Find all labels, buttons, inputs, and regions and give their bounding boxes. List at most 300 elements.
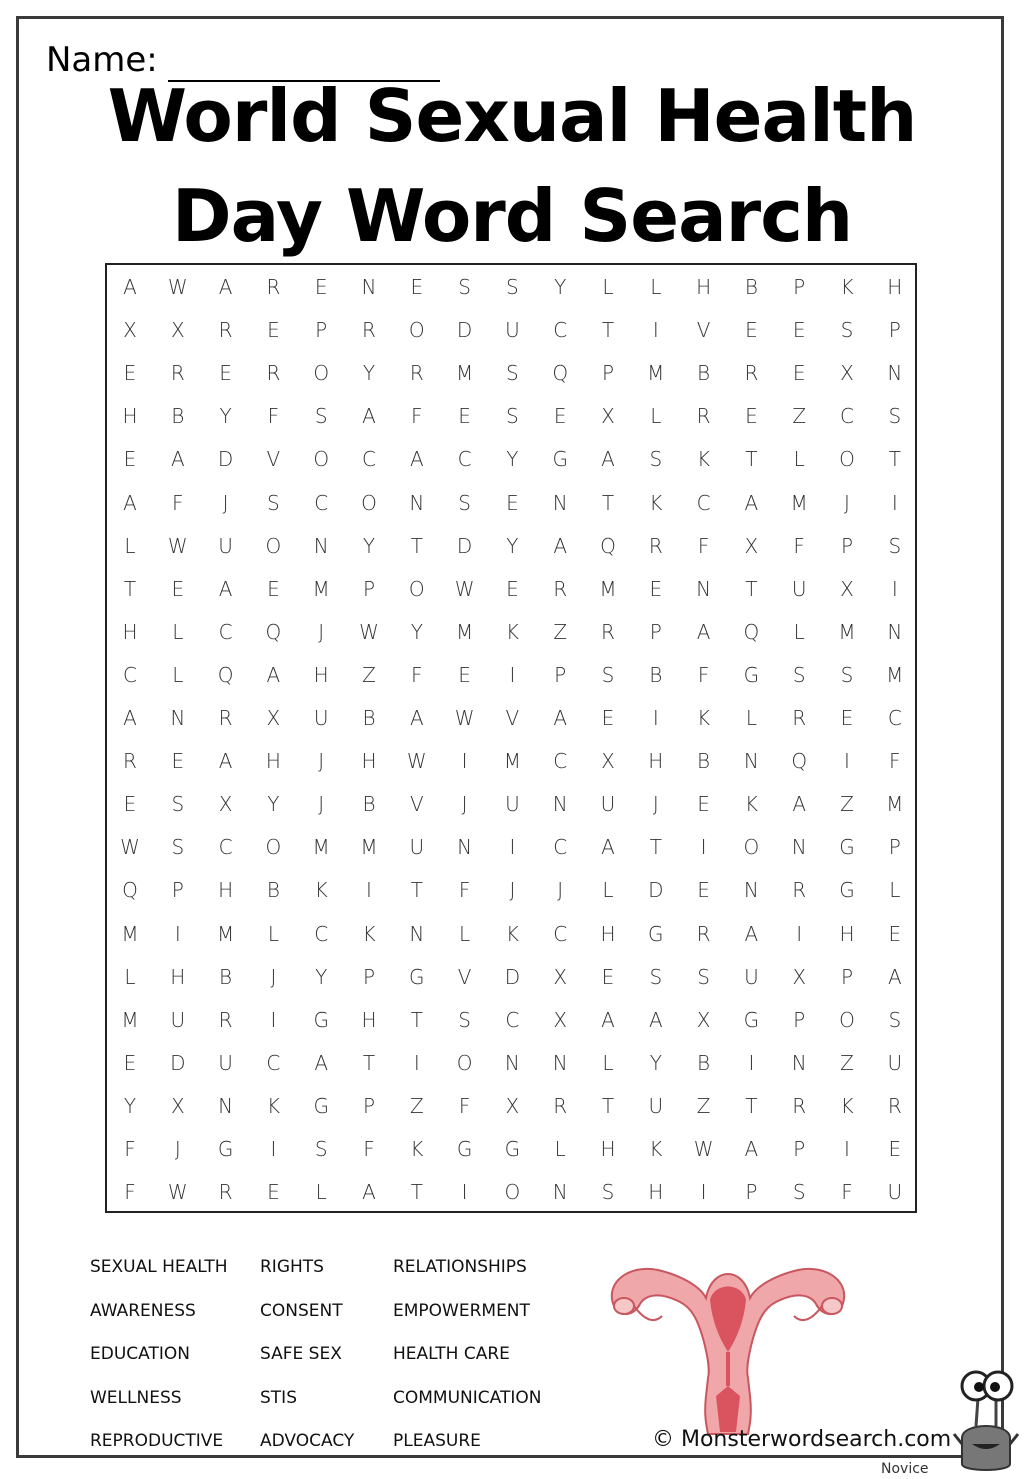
grid-letter[interactable]: A: [314, 1050, 329, 1075]
grid-letter[interactable]: A: [553, 533, 568, 558]
grid-letter[interactable]: F: [172, 490, 184, 515]
grid-letter[interactable]: J: [652, 792, 659, 817]
grid-letter[interactable]: B: [219, 964, 233, 989]
grid-letter[interactable]: L: [315, 1180, 327, 1205]
grid-letter[interactable]: K: [697, 706, 711, 730]
grid-letter[interactable]: R: [792, 878, 807, 903]
grid-letter[interactable]: A: [887, 964, 902, 989]
grid-letter[interactable]: E: [410, 275, 424, 299]
grid-letter[interactable]: L: [554, 1137, 566, 1161]
grid-letter[interactable]: L: [793, 447, 805, 472]
grid-letter[interactable]: A: [266, 662, 281, 687]
grid-letter[interactable]: P: [601, 361, 615, 386]
grid-letter[interactable]: U: [505, 318, 520, 343]
grid-letter[interactable]: I: [509, 835, 516, 860]
grid-letter[interactable]: N: [218, 1093, 234, 1118]
grid-letter[interactable]: U: [600, 792, 616, 817]
grid-letter[interactable]: A: [553, 706, 568, 730]
grid-letter[interactable]: P: [554, 662, 567, 687]
grid-letter[interactable]: D: [217, 447, 234, 472]
grid-letter[interactable]: L: [602, 275, 614, 299]
grid-letter[interactable]: D: [456, 318, 473, 343]
grid-letter[interactable]: L: [745, 706, 757, 730]
grid-letter[interactable]: E: [219, 361, 232, 386]
grid-letter[interactable]: T: [745, 1093, 758, 1118]
grid-letter[interactable]: S: [506, 275, 519, 299]
grid-letter[interactable]: C: [553, 835, 568, 860]
grid-letter[interactable]: C: [696, 490, 711, 515]
grid-letter[interactable]: X: [170, 1093, 185, 1118]
grid-letter[interactable]: S: [314, 1137, 328, 1161]
grid-letter[interactable]: F: [411, 404, 423, 429]
grid-letter[interactable]: A: [601, 447, 615, 472]
grid-letter[interactable]: J: [318, 749, 325, 774]
grid-letter[interactable]: T: [745, 576, 758, 601]
grid-letter[interactable]: I: [891, 490, 898, 515]
grid-letter[interactable]: I: [652, 318, 659, 343]
grid-letter[interactable]: B: [697, 1050, 711, 1075]
grid-letter[interactable]: R: [362, 318, 376, 343]
grid-letter[interactable]: U: [648, 1093, 664, 1118]
grid-letter[interactable]: U: [744, 964, 759, 989]
grid-letter[interactable]: Z: [840, 792, 854, 817]
grid-letter[interactable]: M: [121, 1007, 139, 1032]
grid-letter[interactable]: W: [359, 619, 379, 644]
grid-letter[interactable]: S: [267, 490, 280, 515]
grid-letter[interactable]: K: [266, 1093, 280, 1118]
grid-letter[interactable]: I: [748, 1050, 755, 1075]
grid-letter[interactable]: C: [123, 662, 137, 687]
grid-letter[interactable]: M: [647, 361, 665, 386]
grid-letter[interactable]: S: [171, 835, 185, 860]
grid-letter[interactable]: S: [458, 490, 471, 515]
grid-letter[interactable]: X: [744, 533, 759, 558]
grid-letter[interactable]: M: [455, 361, 474, 386]
grid-letter[interactable]: T: [888, 447, 901, 472]
grid-letter[interactable]: I: [461, 1180, 468, 1205]
grid-letter[interactable]: X: [553, 1007, 568, 1032]
grid-letter[interactable]: T: [410, 1007, 423, 1032]
grid-letter[interactable]: H: [361, 749, 377, 774]
grid-letter[interactable]: S: [171, 792, 185, 817]
grid-letter[interactable]: F: [889, 749, 901, 774]
grid-letter[interactable]: X: [266, 706, 281, 730]
grid-letter[interactable]: N: [743, 749, 759, 774]
grid-letter[interactable]: A: [409, 447, 424, 472]
grid-letter[interactable]: E: [649, 576, 663, 601]
grid-letter[interactable]: H: [265, 749, 281, 774]
grid-letter[interactable]: M: [360, 835, 378, 860]
grid-letter[interactable]: E: [745, 318, 758, 343]
grid-letter[interactable]: N: [696, 576, 712, 601]
grid-letter[interactable]: S: [458, 275, 471, 299]
grid-letter[interactable]: S: [840, 662, 854, 687]
grid-letter[interactable]: U: [218, 1050, 233, 1075]
grid-letter[interactable]: A: [218, 576, 233, 601]
grid-letter[interactable]: P: [840, 533, 854, 558]
grid-letter[interactable]: M: [312, 835, 330, 860]
grid-letter[interactable]: L: [889, 878, 901, 903]
grid-letter[interactable]: F: [267, 404, 280, 429]
grid-letter[interactable]: G: [217, 1137, 234, 1161]
grid-letter[interactable]: N: [504, 1050, 520, 1075]
grid-letter[interactable]: C: [553, 749, 568, 774]
grid-letter[interactable]: D: [456, 533, 473, 558]
grid-letter[interactable]: A: [123, 706, 137, 730]
grid-letter[interactable]: R: [218, 706, 233, 730]
grid-letter[interactable]: U: [218, 533, 233, 558]
grid-letter[interactable]: V: [505, 706, 520, 730]
grid-letter[interactable]: Q: [265, 619, 282, 644]
grid-letter[interactable]: J: [318, 619, 325, 644]
grid-letter[interactable]: R: [601, 619, 615, 644]
grid-letter[interactable]: K: [840, 275, 854, 299]
grid-letter[interactable]: P: [840, 964, 854, 989]
grid-letter[interactable]: R: [218, 1007, 233, 1032]
grid-letter[interactable]: A: [409, 706, 424, 730]
grid-letter[interactable]: N: [313, 533, 329, 558]
grid-letter[interactable]: N: [457, 835, 473, 860]
grid-letter[interactable]: Y: [410, 619, 423, 644]
grid-letter[interactable]: H: [361, 1007, 377, 1032]
grid-letter[interactable]: R: [218, 318, 233, 343]
grid-letter[interactable]: E: [123, 1050, 137, 1075]
grid-letter[interactable]: Q: [743, 619, 760, 644]
grid-letter[interactable]: A: [744, 921, 759, 946]
grid-letter[interactable]: S: [314, 404, 328, 429]
grid-letter[interactable]: A: [123, 490, 137, 515]
grid-letter[interactable]: L: [650, 275, 662, 299]
grid-letter[interactable]: M: [599, 576, 617, 601]
grid-letter[interactable]: X: [553, 964, 568, 989]
grid-letter[interactable]: G: [313, 1007, 329, 1032]
grid-letter[interactable]: K: [840, 1093, 854, 1118]
grid-letter[interactable]: E: [888, 921, 902, 946]
grid-letter[interactable]: B: [744, 275, 758, 299]
grid-letter[interactable]: I: [270, 1007, 277, 1032]
grid-letter[interactable]: I: [509, 662, 516, 687]
grid-letter[interactable]: N: [409, 490, 425, 515]
grid-letter[interactable]: A: [218, 749, 233, 774]
grid-letter[interactable]: T: [410, 533, 423, 558]
grid-letter[interactable]: F: [697, 662, 710, 687]
grid-letter[interactable]: E: [123, 792, 137, 817]
grid-letter[interactable]: Y: [506, 447, 519, 472]
grid-letter[interactable]: F: [697, 533, 710, 558]
grid-letter[interactable]: V: [457, 964, 472, 989]
grid-letter[interactable]: I: [366, 878, 372, 903]
grid-letter[interactable]: Y: [506, 533, 519, 558]
grid-letter[interactable]: N: [887, 619, 903, 644]
grid-letter[interactable]: I: [413, 1050, 420, 1075]
grid-letter[interactable]: J: [318, 792, 325, 817]
grid-letter[interactable]: N: [552, 1050, 568, 1075]
grid-letter[interactable]: S: [601, 1180, 615, 1205]
grid-letter[interactable]: N: [552, 1180, 568, 1205]
grid-letter[interactable]: G: [409, 964, 425, 989]
grid-letter[interactable]: E: [458, 404, 471, 429]
grid-letter[interactable]: C: [266, 1050, 281, 1075]
grid-letter[interactable]: N: [552, 792, 568, 817]
grid-letter[interactable]: F: [124, 1137, 136, 1161]
grid-letter[interactable]: E: [314, 275, 328, 299]
grid-letter[interactable]: H: [600, 1137, 616, 1161]
grid-letter[interactable]: P: [793, 1137, 806, 1161]
grid-letter[interactable]: I: [844, 1137, 850, 1161]
grid-letter[interactable]: K: [649, 490, 663, 515]
grid-letter[interactable]: D: [170, 1050, 186, 1075]
grid-letter[interactable]: U: [887, 1050, 903, 1075]
grid-letter[interactable]: H: [218, 878, 234, 903]
grid-letter[interactable]: H: [648, 749, 664, 774]
grid-letter[interactable]: T: [601, 490, 615, 515]
grid-letter[interactable]: M: [216, 921, 235, 946]
grid-letter[interactable]: N: [552, 490, 568, 515]
grid-letter[interactable]: E: [840, 706, 854, 730]
grid-letter[interactable]: Q: [791, 749, 808, 774]
grid-letter[interactable]: B: [697, 749, 711, 774]
grid-letter[interactable]: X: [696, 1007, 711, 1032]
grid-letter[interactable]: D: [504, 964, 521, 989]
grid-letter[interactable]: E: [506, 576, 519, 601]
grid-letter[interactable]: U: [887, 1180, 903, 1205]
grid-letter[interactable]: E: [171, 576, 185, 601]
grid-letter[interactable]: B: [266, 878, 280, 903]
grid-letter[interactable]: O: [839, 447, 855, 472]
grid-letter[interactable]: E: [171, 749, 185, 774]
grid-letter[interactable]: C: [840, 404, 854, 429]
grid-letter[interactable]: Y: [649, 1050, 662, 1075]
grid-letter[interactable]: F: [124, 1180, 136, 1205]
grid-letter[interactable]: R: [266, 275, 281, 299]
grid-letter[interactable]: B: [171, 404, 185, 429]
grid-letter[interactable]: P: [888, 835, 901, 860]
grid-letter[interactable]: C: [553, 318, 568, 343]
grid-letter[interactable]: J: [557, 878, 564, 903]
grid-letter[interactable]: V: [696, 318, 711, 343]
grid-letter[interactable]: O: [839, 1007, 855, 1032]
grid-letter[interactable]: P: [793, 1007, 806, 1032]
grid-letter[interactable]: E: [792, 318, 806, 343]
grid-letter[interactable]: J: [222, 490, 229, 515]
grid-letter[interactable]: J: [174, 1137, 181, 1161]
grid-letter[interactable]: B: [362, 792, 376, 817]
grid-letter[interactable]: X: [123, 318, 137, 343]
grid-letter[interactable]: M: [455, 619, 474, 644]
grid-letter[interactable]: X: [505, 1093, 520, 1118]
grid-letter[interactable]: U: [791, 576, 807, 601]
grid-letter[interactable]: O: [504, 1180, 521, 1205]
grid-letter[interactable]: O: [265, 835, 282, 860]
grid-letter[interactable]: N: [887, 361, 903, 386]
grid-letter[interactable]: Q: [552, 361, 569, 386]
grid-letter[interactable]: S: [888, 533, 902, 558]
grid-letter[interactable]: M: [312, 576, 330, 601]
grid-letter[interactable]: T: [123, 576, 137, 601]
grid-letter[interactable]: S: [888, 404, 902, 429]
grid-letter[interactable]: X: [218, 792, 233, 817]
grid-letter[interactable]: G: [839, 878, 855, 903]
grid-letter[interactable]: P: [649, 619, 662, 644]
grid-letter[interactable]: A: [170, 447, 185, 472]
grid-letter[interactable]: F: [793, 533, 805, 558]
grid-letter[interactable]: B: [649, 662, 663, 687]
grid-letter[interactable]: I: [174, 921, 181, 946]
grid-letter[interactable]: I: [700, 835, 707, 860]
grid-letter[interactable]: A: [744, 1137, 759, 1161]
grid-letter[interactable]: K: [505, 619, 519, 644]
grid-letter[interactable]: D: [648, 878, 664, 903]
grid-letter[interactable]: E: [267, 1180, 280, 1205]
grid-letter[interactable]: W: [167, 533, 188, 558]
grid-letter[interactable]: E: [123, 361, 137, 386]
grid-letter[interactable]: N: [361, 275, 377, 299]
grid-letter[interactable]: T: [601, 318, 615, 343]
grid-letter[interactable]: S: [458, 1007, 471, 1032]
grid-letter[interactable]: R: [553, 1093, 568, 1118]
grid-letter[interactable]: X: [601, 749, 615, 774]
grid-letter[interactable]: K: [697, 447, 711, 472]
grid-letter[interactable]: Z: [696, 1093, 711, 1118]
grid-letter[interactable]: P: [362, 964, 376, 989]
grid-letter[interactable]: K: [410, 1137, 424, 1161]
grid-letter[interactable]: P: [362, 576, 376, 601]
grid-letter[interactable]: O: [456, 1050, 473, 1075]
grid-letter[interactable]: I: [270, 1137, 277, 1161]
grid-letter[interactable]: C: [553, 921, 568, 946]
grid-letter[interactable]: O: [361, 490, 377, 515]
grid-letter[interactable]: N: [170, 706, 186, 730]
grid-letter[interactable]: W: [454, 576, 475, 601]
grid-letter[interactable]: R: [887, 1093, 902, 1118]
grid-letter[interactable]: O: [408, 318, 425, 343]
grid-letter[interactable]: F: [458, 878, 471, 903]
grid-letter[interactable]: W: [167, 275, 188, 299]
grid-letter[interactable]: R: [553, 576, 568, 601]
grid-letter[interactable]: S: [601, 662, 615, 687]
grid-letter[interactable]: I: [700, 1180, 707, 1205]
grid-letter[interactable]: M: [121, 921, 139, 946]
grid-letter[interactable]: S: [506, 361, 519, 386]
grid-letter[interactable]: Z: [840, 1050, 854, 1075]
grid-letter[interactable]: Z: [362, 662, 376, 687]
grid-letter[interactable]: C: [314, 490, 329, 515]
grid-letter[interactable]: E: [697, 878, 710, 903]
grid-letter[interactable]: I: [891, 576, 898, 601]
grid-letter[interactable]: A: [744, 490, 759, 515]
grid-letter[interactable]: J: [509, 878, 516, 903]
grid-letter[interactable]: X: [840, 576, 854, 601]
grid-letter[interactable]: T: [362, 1050, 376, 1075]
grid-letter[interactable]: X: [792, 964, 807, 989]
grid-letter[interactable]: C: [314, 921, 329, 946]
grid-letter[interactable]: A: [792, 792, 807, 817]
grid-letter[interactable]: Y: [267, 792, 280, 817]
grid-letter[interactable]: E: [506, 490, 519, 515]
grid-letter[interactable]: P: [745, 1180, 758, 1205]
grid-letter[interactable]: L: [602, 878, 614, 903]
grid-letter[interactable]: S: [649, 447, 663, 472]
grid-letter[interactable]: X: [840, 361, 854, 386]
grid-letter[interactable]: T: [649, 835, 662, 860]
grid-letter[interactable]: N: [791, 835, 807, 860]
grid-letter[interactable]: B: [362, 706, 376, 730]
grid-letter[interactable]: K: [314, 878, 328, 903]
grid-letter[interactable]: J: [461, 792, 468, 817]
grid-letter[interactable]: Y: [315, 964, 328, 989]
grid-letter[interactable]: C: [362, 447, 376, 472]
grid-letter[interactable]: S: [792, 662, 806, 687]
grid-letter[interactable]: H: [313, 662, 329, 687]
grid-letter[interactable]: M: [838, 619, 856, 644]
grid-letter[interactable]: E: [458, 662, 471, 687]
grid-letter[interactable]: G: [839, 835, 855, 860]
grid-letter[interactable]: L: [459, 921, 471, 946]
grid-letter[interactable]: C: [505, 1007, 520, 1032]
grid-letter[interactable]: Y: [362, 533, 376, 558]
grid-letter[interactable]: Y: [123, 1093, 137, 1118]
grid-letter[interactable]: I: [461, 749, 468, 774]
grid-letter[interactable]: U: [170, 1007, 186, 1032]
grid-letter[interactable]: R: [792, 1093, 807, 1118]
grid-letter[interactable]: F: [458, 1093, 471, 1118]
grid-letter[interactable]: F: [411, 662, 423, 687]
grid-letter[interactable]: R: [170, 361, 185, 386]
grid-letter[interactable]: H: [648, 1180, 664, 1205]
grid-letter[interactable]: E: [792, 361, 806, 386]
grid-letter[interactable]: S: [697, 964, 710, 989]
grid-letter[interactable]: W: [120, 835, 140, 860]
grid-letter[interactable]: K: [505, 921, 519, 946]
grid-letter[interactable]: O: [265, 533, 282, 558]
grid-letter[interactable]: W: [693, 1137, 714, 1161]
grid-letter[interactable]: A: [601, 1007, 615, 1032]
grid-letter[interactable]: P: [793, 275, 806, 299]
grid-letter[interactable]: G: [552, 447, 568, 472]
grid-letter[interactable]: P: [315, 318, 328, 343]
grid-letter[interactable]: S: [649, 964, 663, 989]
grid-letter[interactable]: O: [743, 835, 760, 860]
grid-letter[interactable]: T: [410, 878, 423, 903]
grid-letter[interactable]: A: [648, 1007, 663, 1032]
grid-letter[interactable]: K: [744, 792, 758, 817]
grid-letter[interactable]: R: [409, 361, 424, 386]
grid-letter[interactable]: I: [652, 706, 659, 730]
grid-letter[interactable]: A: [601, 835, 615, 860]
grid-letter[interactable]: W: [167, 1180, 188, 1205]
grid-letter[interactable]: Y: [362, 361, 376, 386]
grid-letter[interactable]: I: [844, 749, 850, 774]
grid-letter[interactable]: S: [840, 318, 854, 343]
grid-letter[interactable]: Z: [553, 619, 568, 644]
grid-letter[interactable]: M: [886, 792, 904, 817]
grid-letter[interactable]: M: [790, 490, 808, 515]
grid-letter[interactable]: S: [888, 1007, 902, 1032]
grid-letter[interactable]: O: [313, 447, 330, 472]
grid-letter[interactable]: J: [270, 964, 277, 989]
grid-letter[interactable]: O: [408, 576, 425, 601]
grid-letter[interactable]: A: [123, 275, 137, 299]
grid-letter[interactable]: P: [171, 878, 184, 903]
grid-letter[interactable]: R: [744, 361, 759, 386]
grid-letter[interactable]: U: [505, 792, 520, 817]
grid-letter[interactable]: F: [363, 1137, 375, 1161]
grid-letter[interactable]: H: [887, 275, 903, 299]
grid-letter[interactable]: L: [267, 921, 279, 946]
grid-letter[interactable]: Q: [122, 878, 138, 903]
grid-letter[interactable]: G: [504, 1137, 521, 1161]
grid-letter[interactable]: B: [697, 361, 711, 386]
